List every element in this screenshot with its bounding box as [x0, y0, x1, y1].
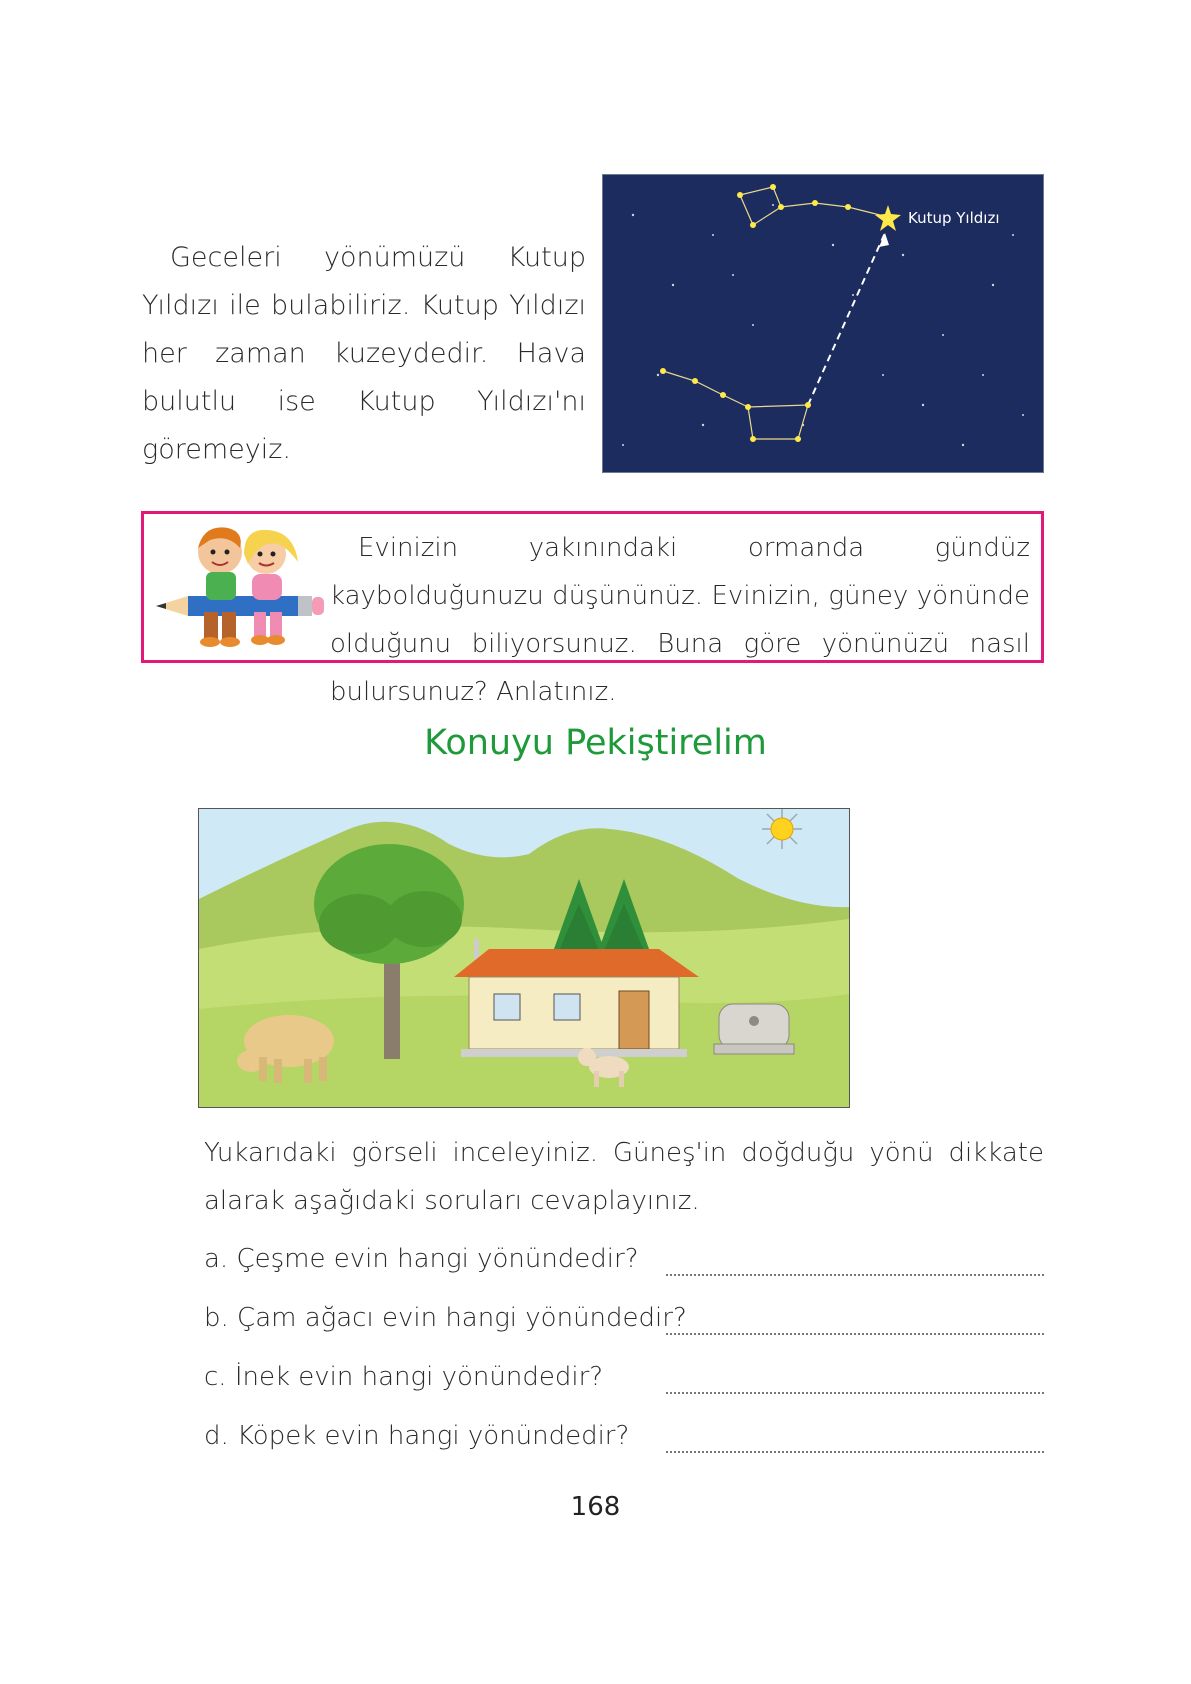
task-text: Evinizin yakınındaki ormanda gündüz kaybolduğunuzu düşününüz. Evinizin, güney yönünde olduğunu biliyorsunuz. Buna göre yönünüzü nasıl bulursunuz? Anlatınız.	[330, 533, 1030, 707]
question-d	[204, 1421, 1044, 1461]
polaris-label: Kutup Yıldızı	[908, 209, 1000, 227]
intro-paragraph: Geceleri yönümüzü Kutup Yıldızı ile bulabiliriz. Kutup Yıldızı her zaman kuzeydedir. Hava bulutlu ise Kutup Yıldızı'nı göremeyiz.	[142, 242, 586, 465]
question-label: c. İnek evin hangi yönündedir?	[204, 1362, 604, 1392]
night-sky-illustration	[602, 174, 1044, 473]
question-a	[204, 1244, 1044, 1284]
house-icon	[454, 939, 699, 1057]
question-label: a. Çeşme evin hangi yönündedir?	[204, 1244, 639, 1274]
exercise-instructions: Yukarıdaki görseli inceleyiniz. Güneş'in doğduğu yönü dikkate alarak aşağıdaki soruları cevaplayınız.	[204, 1138, 1044, 1216]
sun-icon	[762, 809, 802, 849]
landscape-illustration	[198, 808, 850, 1108]
question-b	[204, 1303, 1044, 1343]
page-number: 168	[570, 1492, 621, 1522]
answer-line-b[interactable]	[666, 1333, 1044, 1335]
fountain-icon	[714, 1004, 794, 1054]
thinking-task-box	[141, 511, 1044, 707]
section-title: Konuyu Pekiştirelim	[424, 723, 767, 763]
answer-line-a[interactable]	[666, 1274, 1044, 1276]
answer-line-d[interactable]	[666, 1451, 1044, 1453]
question-label: d. Köpek evin hangi yönündedir?	[204, 1421, 630, 1451]
answer-line-c[interactable]	[666, 1392, 1044, 1394]
kids-on-pencil-illustration	[148, 518, 324, 662]
question-label: b. Çam ağacı evin hangi yönündedir?	[204, 1303, 687, 1333]
question-c	[204, 1362, 1044, 1402]
